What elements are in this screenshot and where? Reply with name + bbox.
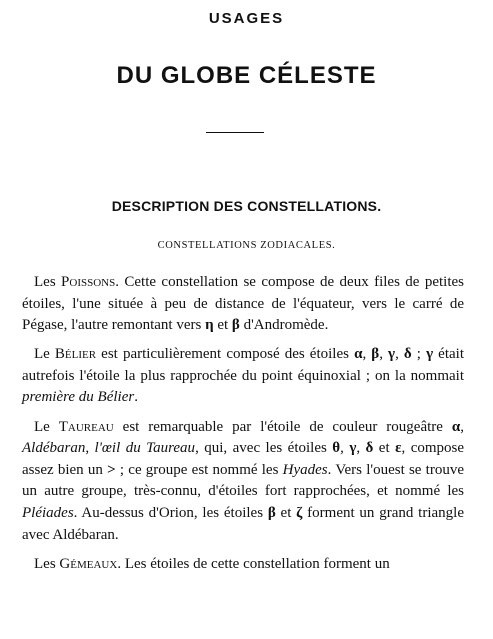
text-run: Le	[34, 346, 55, 363]
running-title: USAGES	[208, 10, 285, 27]
text-run: forment un grand triangle avec Aldébaran.	[22, 504, 464, 543]
text-run: Les	[34, 274, 62, 290]
italic-phrase: l'œil du Taureau	[94, 440, 196, 457]
text-run: et	[213, 317, 232, 334]
text-run: , qui, avec les étoiles	[195, 440, 333, 457]
constellation-name: Taureau	[58, 418, 114, 435]
text-run: . Vers l'ouest se trouve un autre groupe, très-connu, d'étoiles fort rapprochées, et nommé les	[22, 461, 464, 500]
subsection-heading: CONSTELLATIONS ZODIACALES.	[157, 240, 336, 251]
text-run: . Les étoiles de cette constellation forment un	[117, 555, 390, 572]
greek-letter: θ	[332, 440, 341, 457]
text-run: et	[373, 440, 396, 457]
text-run: , compose assez bien un	[22, 440, 465, 478]
greek-letter: α	[354, 346, 363, 363]
text-run: ;	[411, 346, 427, 363]
greek-letter: γ	[388, 346, 396, 363]
text-run: . Cette constellation se compose de deux files de petites étoiles, l'une située à peu de distance de l'équateur, vers le carré de Pégase, l'autre remontant vers	[22, 274, 464, 334]
text-run: ,	[362, 346, 372, 363]
greek-letter: γ	[349, 440, 357, 457]
paragraph-poissons	[22, 272, 464, 337]
section-heading: DESCRIPTION DES CONSTELLATIONS.	[111, 198, 382, 214]
greek-letter: η	[205, 317, 214, 334]
greek-letter: β	[371, 346, 380, 363]
text-run: et	[275, 504, 297, 521]
greek-letter: ζ	[296, 504, 303, 521]
greek-letter: β	[267, 504, 276, 521]
greek-letter: β	[231, 317, 240, 334]
text-run: . Au-dessus d'Orion, les étoiles	[73, 504, 268, 521]
text-run: ,	[379, 346, 389, 363]
text-run: ,	[395, 346, 404, 363]
main-title: DU GLOBE CÉLESTE	[116, 62, 377, 89]
greek-letter: δ	[365, 440, 374, 457]
text-run: .	[134, 389, 138, 406]
text-run: ,	[85, 440, 95, 457]
body-text	[22, 272, 464, 583]
text-run: est particulièrement composé des étoiles	[96, 346, 355, 363]
italic-phrase: Hyades	[282, 461, 328, 478]
text-run: est remarquable par l'étoile de couleur rougeâtre	[113, 418, 452, 435]
text-run: ,	[356, 440, 366, 457]
constellation-name: Gémeaux	[59, 555, 118, 572]
text-run: d'Andromède.	[239, 317, 329, 334]
greek-letter: α	[451, 418, 461, 435]
paragraph-gemeaux	[22, 554, 464, 576]
title-rule	[206, 132, 264, 133]
italic-phrase: première du Bélier	[22, 389, 135, 406]
constellation-name: Poissons	[61, 274, 116, 290]
italic-phrase: Aldébaran	[22, 440, 86, 457]
greek-letter: δ	[403, 346, 412, 363]
paragraph-taureau	[22, 417, 464, 547]
text-run: ; ce groupe est nommé les	[115, 461, 283, 478]
italic-phrase: Pléiades	[22, 504, 74, 521]
greek-letter: γ	[426, 346, 434, 363]
text-run: Les	[34, 555, 60, 572]
paragraph-belier	[22, 344, 464, 409]
greater-than-symbol: >	[107, 461, 116, 478]
text-run: était autrefois l'étoile la plus rapprochée du point équinoxial ; on la nommait	[22, 346, 465, 384]
constellation-name: Bélier	[54, 346, 97, 363]
greek-letter: ε	[395, 440, 402, 457]
text-run: Le	[34, 418, 59, 435]
text-run: ,	[460, 418, 464, 435]
text-run: ,	[340, 440, 350, 457]
